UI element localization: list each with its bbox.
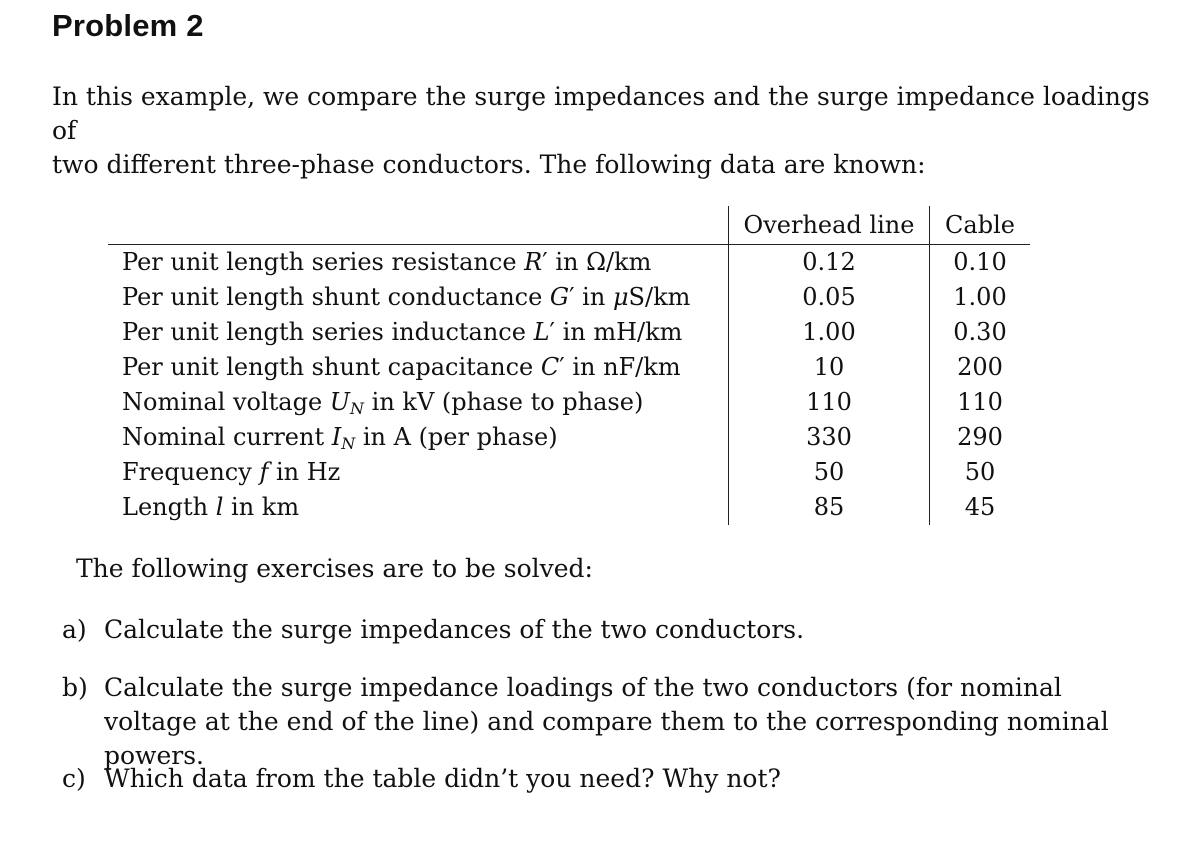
cable-value: 200 bbox=[930, 350, 1031, 385]
cable-value: 290 bbox=[930, 420, 1031, 455]
overhead-value: 330 bbox=[729, 420, 930, 455]
table-header-blank bbox=[108, 206, 729, 245]
overhead-value: 50 bbox=[729, 455, 930, 490]
row-label: Per unit length series inductance L′ in mH/km bbox=[122, 318, 683, 346]
column-header-cable: Cable bbox=[930, 206, 1031, 245]
exercises-intro: The following exercises are to be solved: bbox=[76, 554, 593, 583]
row-label: Per unit length shunt conductance G′ in μS/km bbox=[122, 283, 691, 311]
table-row bbox=[108, 245, 1030, 281]
table-row bbox=[108, 420, 1030, 455]
overhead-value: 110 bbox=[729, 385, 930, 420]
exercise-key: c) bbox=[62, 764, 86, 793]
exercise-text: Calculate the surge impedance loadings of the two conductors (for nominal voltage at the end of the line) and compare them to the corresponding nominal powers. bbox=[104, 673, 1109, 770]
row-label: Nominal voltage $U_N$ in kV (phase to phase) bbox=[122, 388, 644, 418]
cable-value: 1.00 bbox=[930, 280, 1031, 315]
cable-value: 110 bbox=[930, 385, 1031, 420]
problem-heading: Problem 2 bbox=[52, 8, 204, 43]
row-label: Per unit length series resistance R′ in Ω/km bbox=[122, 248, 652, 276]
table-row bbox=[108, 350, 1030, 385]
exercise-item bbox=[62, 671, 1134, 773]
exercise-key: a) bbox=[62, 615, 87, 644]
data-table bbox=[108, 206, 1030, 525]
row-label: Nominal current $I_N$ in A (per phase) bbox=[122, 423, 558, 453]
cable-value: 0.10 bbox=[930, 245, 1031, 281]
table-row bbox=[108, 490, 1030, 525]
cable-value: 45 bbox=[930, 490, 1031, 525]
row-label: Frequency f in Hz bbox=[122, 458, 341, 486]
overhead-value: 10 bbox=[729, 350, 930, 385]
intro-paragraph bbox=[52, 80, 1162, 182]
intro-line-1: In this example, we compare the surge impedances and the surge impedance loadings of bbox=[52, 82, 1150, 145]
row-label: Per unit length shunt capacitance C′ in nF/km bbox=[122, 353, 681, 381]
table-row bbox=[108, 455, 1030, 490]
exercise-text: Which data from the table didn’t you need? Why not? bbox=[104, 764, 781, 793]
exercise-text: Calculate the surge impedances of the two conductors. bbox=[104, 615, 805, 644]
table-row bbox=[108, 280, 1030, 315]
overhead-value: 85 bbox=[729, 490, 930, 525]
table-row bbox=[108, 315, 1030, 350]
row-label: Length l in km bbox=[122, 493, 300, 521]
exercise-item bbox=[62, 762, 1134, 796]
table-header-row bbox=[108, 206, 1030, 245]
overhead-value: 0.12 bbox=[729, 245, 930, 281]
cable-value: 0.30 bbox=[930, 315, 1031, 350]
overhead-value: 1.00 bbox=[729, 315, 930, 350]
exercise-key: b) bbox=[62, 673, 88, 702]
column-header-overhead-line: Overhead line bbox=[729, 206, 930, 245]
cable-value: 50 bbox=[930, 455, 1031, 490]
intro-line-2: two different three-phase conductors. The following data are known: bbox=[52, 150, 926, 179]
table-row bbox=[108, 385, 1030, 420]
exercise-item bbox=[62, 613, 1134, 647]
overhead-value: 0.05 bbox=[729, 280, 930, 315]
